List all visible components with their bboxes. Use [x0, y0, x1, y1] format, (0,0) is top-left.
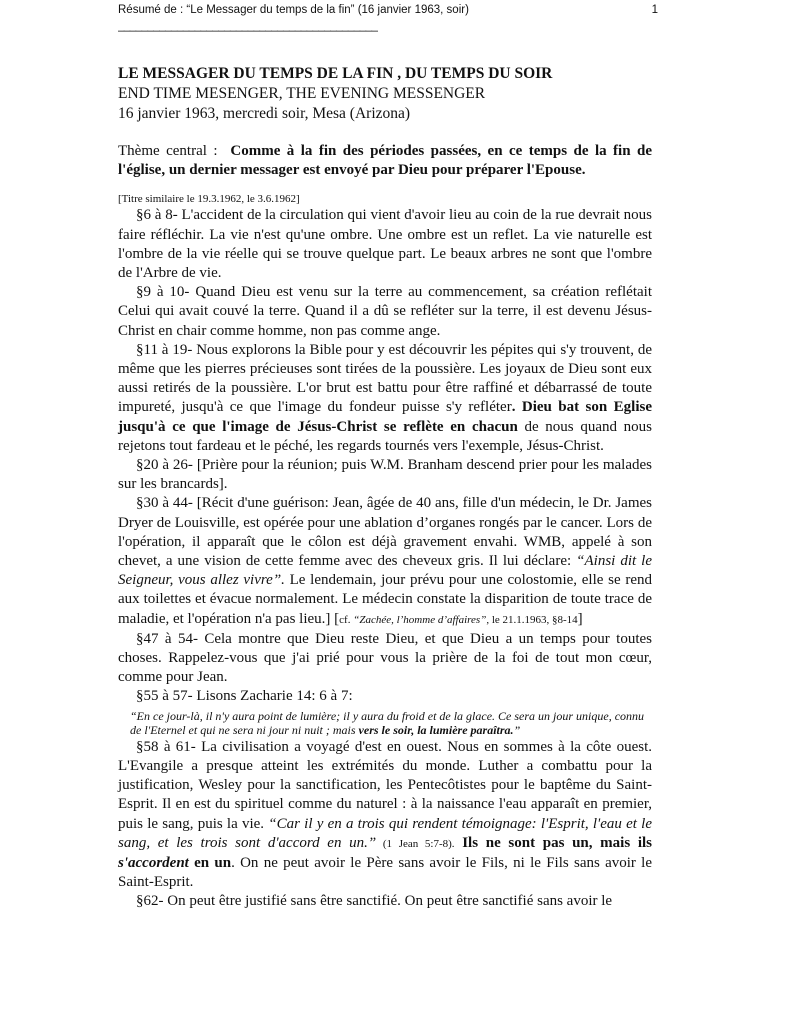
bold-run: Ils ne sont pas un, mais ils [454, 834, 652, 851]
paragraph-9-10: §9 à 10- Quand Dieu est venu sur la terre au commencement, sa création reflétait Celui qui avait couvé la terre. Quand il a dû se refléter sur la terre, il est devenu Jésus-Christ en chair comme homme, non pas comme ange. [118, 284, 652, 339]
quote-bold: vers le soir, la lumière paraîtra. [358, 723, 514, 738]
document-body [118, 64, 652, 912]
paragraph-62: §62- On peut être justifié sans être sanctifié. On peut être sanctifié sans avoir le [136, 893, 613, 910]
cf-label: cf. [339, 613, 354, 626]
cf-title: “Zachée, l’homme d’affaires” [353, 613, 487, 626]
quote-text: “En ce jour-là, il n'y aura point de lumière; il y aura du froid et de la glace. Ce sera un jour unique, connu de l'Eternel et qui ne sera ni jour ni nuit ; mais [130, 708, 645, 738]
quote-close: ” [513, 723, 521, 738]
text-run: Le lendemain, jour prévu pour une colostomie, elle se rend aux toilettes et évacue normalement. Le médecin constate la disparition de toute trace de maladie, et l'opération n'a pas lieu.] [ [118, 572, 653, 627]
header-title: Résumé de : “Le Messager du temps de la fin” (16 janvier 1963, soir) [118, 4, 469, 16]
text-run: . On ne peut avoir le Père sans avoir le Fils, ni le Fils sans avoir le Saint-Esprit. [118, 854, 653, 891]
italic-quote: “Ainsi dit le Seigneur, vous allez vivre”. [118, 553, 652, 589]
paragraph-6-8: §6 à 8- L'accident de la circulation qui vient d'avoir lieu au coin de la rue devrait nous faire réfléchir. La vie n'est qu'une ombre. Une ombre est un reflet. La vie naturelle est l'ombre de la vie réelle qui se trouve quelque part. Le beaux arbres ne sont que l'ombre de l'Arbre de vie. [118, 207, 652, 282]
english-title: END TIME MESENGER, THE EVENING MESSENGER [118, 85, 486, 102]
paragraph-55-57: §55 à 57- Lisons Zacharie 14: 6 à 7: [136, 688, 353, 705]
similar-title-note: [Titre similaire le 19.3.1962, le 3.6.1962] [118, 193, 300, 206]
theme-text: Comme à la fin des périodes passées, en ce temps de la fin de l'église, un dernier messager est envoyé par Dieu pour préparer l'Epouse. [118, 143, 653, 179]
scripture-reference: (1 Jean 5:7-8). [376, 837, 455, 850]
bold-italic-run: s'accordent [118, 854, 189, 871]
text-run: §58 à 61- La civilisation a voyagé d'est en ouest. Nous en sommes à la côte ouest. L'Evangile a presque atteint les extrémités du monde. Luther a combattu pour la justification, Wesley pour la sanctification, les Pentecôtistes pour le baptême du Saint-Esprit. Il en est du spirituel comme du naturel : à la naissance l'eau apparaît en premier, puis le sang, puis la vie. [118, 738, 652, 832]
header-rule: ____________________________________________ [118, 20, 378, 32]
document-title: LE MESSAGER DU TEMPS DE LA FIN , DU TEMPS DU SOIR [118, 65, 553, 82]
text-run: ] [577, 610, 583, 627]
cf-reference: , le 21.1.1963, §8-14 [486, 613, 578, 626]
italic-quote: “Car il y en a trois qui rendent témoignage: l'Esprit, l'eau et le sang, et les trois sont d'accord en un.” [118, 815, 652, 851]
text-run: §30 à 44- [Récit d'une guérison: Jean, âgée de 40 ans, fille d'un médecin, le Dr. James Dryer de Louisville, est opérée pour une ablation d’organes rongés par le cancer. Lors de l'opération, il apparaît que le côlon est déjà gravement envahi. WMB, appelé à son chevet, a une vision de cette femme avec des cheveux gris. Il lui déclare: [118, 495, 652, 570]
paragraph-58-61 [118, 738, 652, 893]
paragraph-30-44 [118, 494, 652, 629]
theme-label: Thème central : [118, 143, 218, 159]
bold-run: . Dieu bat son Eglise jusqu'à ce que l'image de Jésus-Christ se reflète en chacun [118, 399, 652, 435]
paragraph-47-54: §47 à 54- Cela montre que Dieu reste Dieu, et que Dieu a un temps pour toutes choses. Rappelez-vous que j'ai prié pour vous la prière de la foi de tout mon cœur, comme pour Jean. [118, 630, 652, 686]
page-number: 1 [651, 4, 658, 16]
paragraph-20-26: §20 à 26- [Prière pour la réunion; puis W.M. Branham descend prier pour les malades sur les brancards]. [118, 457, 652, 493]
date-location: 16 janvier 1963, mercredi soir, Mesa (Arizona) [118, 105, 411, 122]
running-header [118, 4, 658, 32]
text-run: de nous quand nous rejetons tout fardeau et le péché, les regards tournés vers l'exemple, Jésus-Christ. [118, 418, 652, 454]
paragraph-11-19 [118, 341, 652, 456]
scripture-quote [130, 709, 652, 738]
bold-run: en un [188, 854, 232, 871]
central-theme [118, 142, 652, 180]
text-run: §11 à 19- Nous explorons la Bible pour y est découvrir les pépites qui s'y trouvent, de même que les pierres précieuses sont tirées de la poussière. Les joyaux de Dieu sont eux aussi retirés de la poussière. L'or brut est battu pour être raffiné et débarrassé de toute impureté, jusqu'à ce que l'image du fondeur puisse s'y refléter [118, 341, 652, 416]
